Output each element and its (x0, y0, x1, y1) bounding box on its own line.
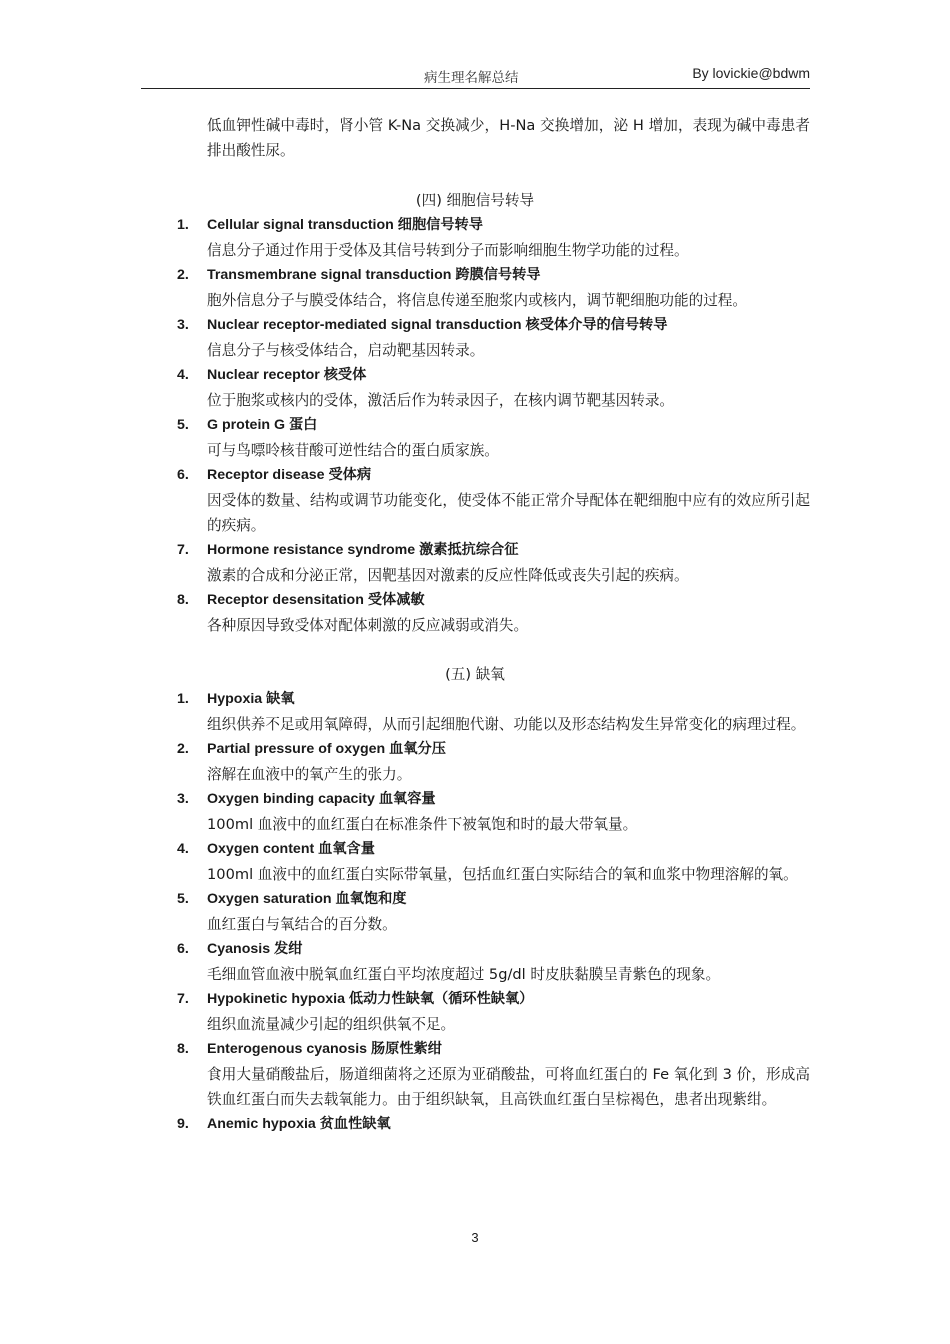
item-number: 1. (177, 691, 189, 707)
item-term: Anemic hypoxia 贫血性缺氧 (207, 1116, 391, 1132)
item-definition: 100ml 血液中的血红蛋白在标准条件下被氧饱和时的最大带氧量。 (207, 816, 638, 833)
list-item (0, 538, 950, 588)
item-heading (0, 787, 950, 812)
item-heading (0, 463, 950, 488)
list-item (0, 987, 950, 1037)
item-definition: 100ml 血液中的血红蛋白实际带氧量，包括血红蛋白实际结合的氧和血浆中物理溶解的氧。 (207, 866, 798, 883)
item-heading (0, 213, 950, 238)
item-heading (0, 588, 950, 613)
item-heading (0, 313, 950, 338)
section-list-hypoxia (0, 687, 950, 1137)
list-item (0, 313, 950, 363)
item-heading (0, 937, 950, 962)
list-item (0, 787, 950, 837)
item-term: Nuclear receptor-mediated signal transduction 核受体介导的信号转导 (207, 317, 668, 333)
item-term: Receptor desensitation 受体减敏 (207, 592, 425, 608)
item-heading (0, 1037, 950, 1062)
item-definition: 激素的合成和分泌正常，因靶基因对激素的反应性降低或丧失引起的疾病。 (207, 567, 689, 584)
list-item (0, 413, 950, 463)
item-definition: 毛细血管血液中脱氧血红蛋白平均浓度超过 5g/dl 时皮肤黏膜呈青紫色的现象。 (207, 966, 721, 983)
item-number: 9. (177, 1116, 189, 1132)
item-definition: 胞外信息分子与膜受体结合，将信息传递至胞浆内或核内，调节靶细胞功能的过程。 (207, 292, 747, 309)
item-term: Receptor disease 受体病 (207, 467, 372, 483)
item-number: 5. (177, 891, 189, 907)
page-content (0, 113, 950, 1137)
item-number: 1. (177, 217, 189, 233)
list-item (0, 213, 950, 263)
item-term: Oxygen saturation 血氧饱和度 (207, 891, 407, 907)
item-number: 3. (177, 317, 189, 333)
item-definition: 食用大量硝酸盐后，肠道细菌将之还原为亚硝酸盐，可将血红蛋白的 Fe 氧化到 3 价，形成高铁血红蛋白而失去载氧能力。由于组织缺氧，且高铁血红蛋白呈棕褐色，患者出现紫绀。 (207, 1066, 810, 1108)
item-heading (0, 413, 950, 438)
item-heading (0, 687, 950, 712)
list-item (0, 263, 950, 313)
item-number: 5. (177, 417, 189, 433)
item-term: Partial pressure of oxygen 血氧分压 (207, 741, 446, 757)
header-title: 病生理名解总结 (424, 70, 519, 86)
section-title-hypoxia: (五) 缺氧 (445, 666, 505, 683)
section-title-signal-transduction: (四) 细胞信号转导 (415, 192, 535, 209)
item-term: Hormone resistance syndrome 激素抵抗综合征 (207, 542, 519, 558)
item-number: 3. (177, 791, 189, 807)
item-definition: 血红蛋白与氧结合的百分数。 (207, 916, 397, 933)
list-item (0, 837, 950, 887)
list-item (0, 463, 950, 538)
item-heading (0, 737, 950, 762)
item-definition: 各种原因导致受体对配体刺激的反应减弱或消失。 (207, 617, 529, 634)
item-term: Hypoxia 缺氧 (207, 691, 295, 707)
page-header (141, 64, 810, 89)
item-definition: 因受体的数量、结构或调节功能变化，使受体不能正常介导配体在靶细胞中应有的效应所引起的疾病。 (207, 492, 810, 534)
list-item (0, 887, 950, 937)
item-definition: 组织供养不足或用氧障碍，从而引起细胞代谢、功能以及形态结构发生异常变化的病理过程。 (207, 716, 806, 733)
item-heading (0, 263, 950, 288)
item-term: Oxygen binding capacity 血氧容量 (207, 791, 436, 807)
item-heading (0, 1112, 950, 1137)
item-number: 7. (177, 542, 189, 558)
item-term: Transmembrane signal transduction 跨膜信号转导 (207, 267, 541, 283)
item-term: Cellular signal transduction 细胞信号转导 (207, 217, 483, 233)
item-definition: 信息分子通过作用于受体及其信号转到分子而影响细胞生物学功能的过程。 (207, 242, 689, 259)
item-definition: 溶解在血液中的氧产生的张力。 (207, 766, 412, 783)
item-term: Cyanosis 发绀 (207, 941, 303, 957)
item-number: 4. (177, 841, 189, 857)
list-item (0, 687, 950, 737)
item-number: 6. (177, 467, 189, 483)
item-heading (0, 363, 950, 388)
list-item (0, 588, 950, 638)
item-definition: 可与鸟嘌呤核苷酸可逆性结合的蛋白质家族。 (207, 442, 499, 459)
item-term: Hypokinetic hypoxia 低动力性缺氧（循环性缺氧） (207, 991, 534, 1007)
item-term: Nuclear receptor 核受体 (207, 367, 367, 383)
list-item (0, 363, 950, 413)
item-term: Oxygen content 血氧含量 (207, 841, 375, 857)
item-heading (0, 538, 950, 563)
item-definition: 位于胞浆或核内的受体，激活后作为转录因子，在核内调节靶基因转录。 (207, 392, 675, 409)
item-definition: 组织血流量减少引起的组织供氧不足。 (207, 1016, 456, 1033)
item-number: 8. (177, 592, 189, 608)
item-definition: 信息分子与核受体结合，启动靶基因转录。 (207, 342, 485, 359)
item-number: 2. (177, 741, 189, 757)
page-number: 3 (471, 1230, 479, 1245)
list-item (0, 937, 950, 987)
list-item (0, 1037, 950, 1112)
item-number: 7. (177, 991, 189, 1007)
item-number: 4. (177, 367, 189, 383)
item-heading (0, 987, 950, 1012)
item-number: 2. (177, 267, 189, 283)
item-heading (0, 887, 950, 912)
section-list-signal-transduction (0, 213, 950, 638)
header-author: By lovickie@bdwm (692, 65, 810, 81)
item-term: Enterogenous cyanosis 肠原性紫绀 (207, 1041, 442, 1057)
list-item (0, 1112, 950, 1137)
intro-paragraph: 低血钾性碱中毒时，肾小管 K-Na 交换减少，H-Na 交换增加，泌 H 增加，表现为碱中毒患者排出酸性尿。 (207, 117, 810, 159)
item-number: 6. (177, 941, 189, 957)
list-item (0, 737, 950, 787)
item-number: 8. (177, 1041, 189, 1057)
item-term: G protein G 蛋白 (207, 417, 318, 433)
item-heading (0, 837, 950, 862)
